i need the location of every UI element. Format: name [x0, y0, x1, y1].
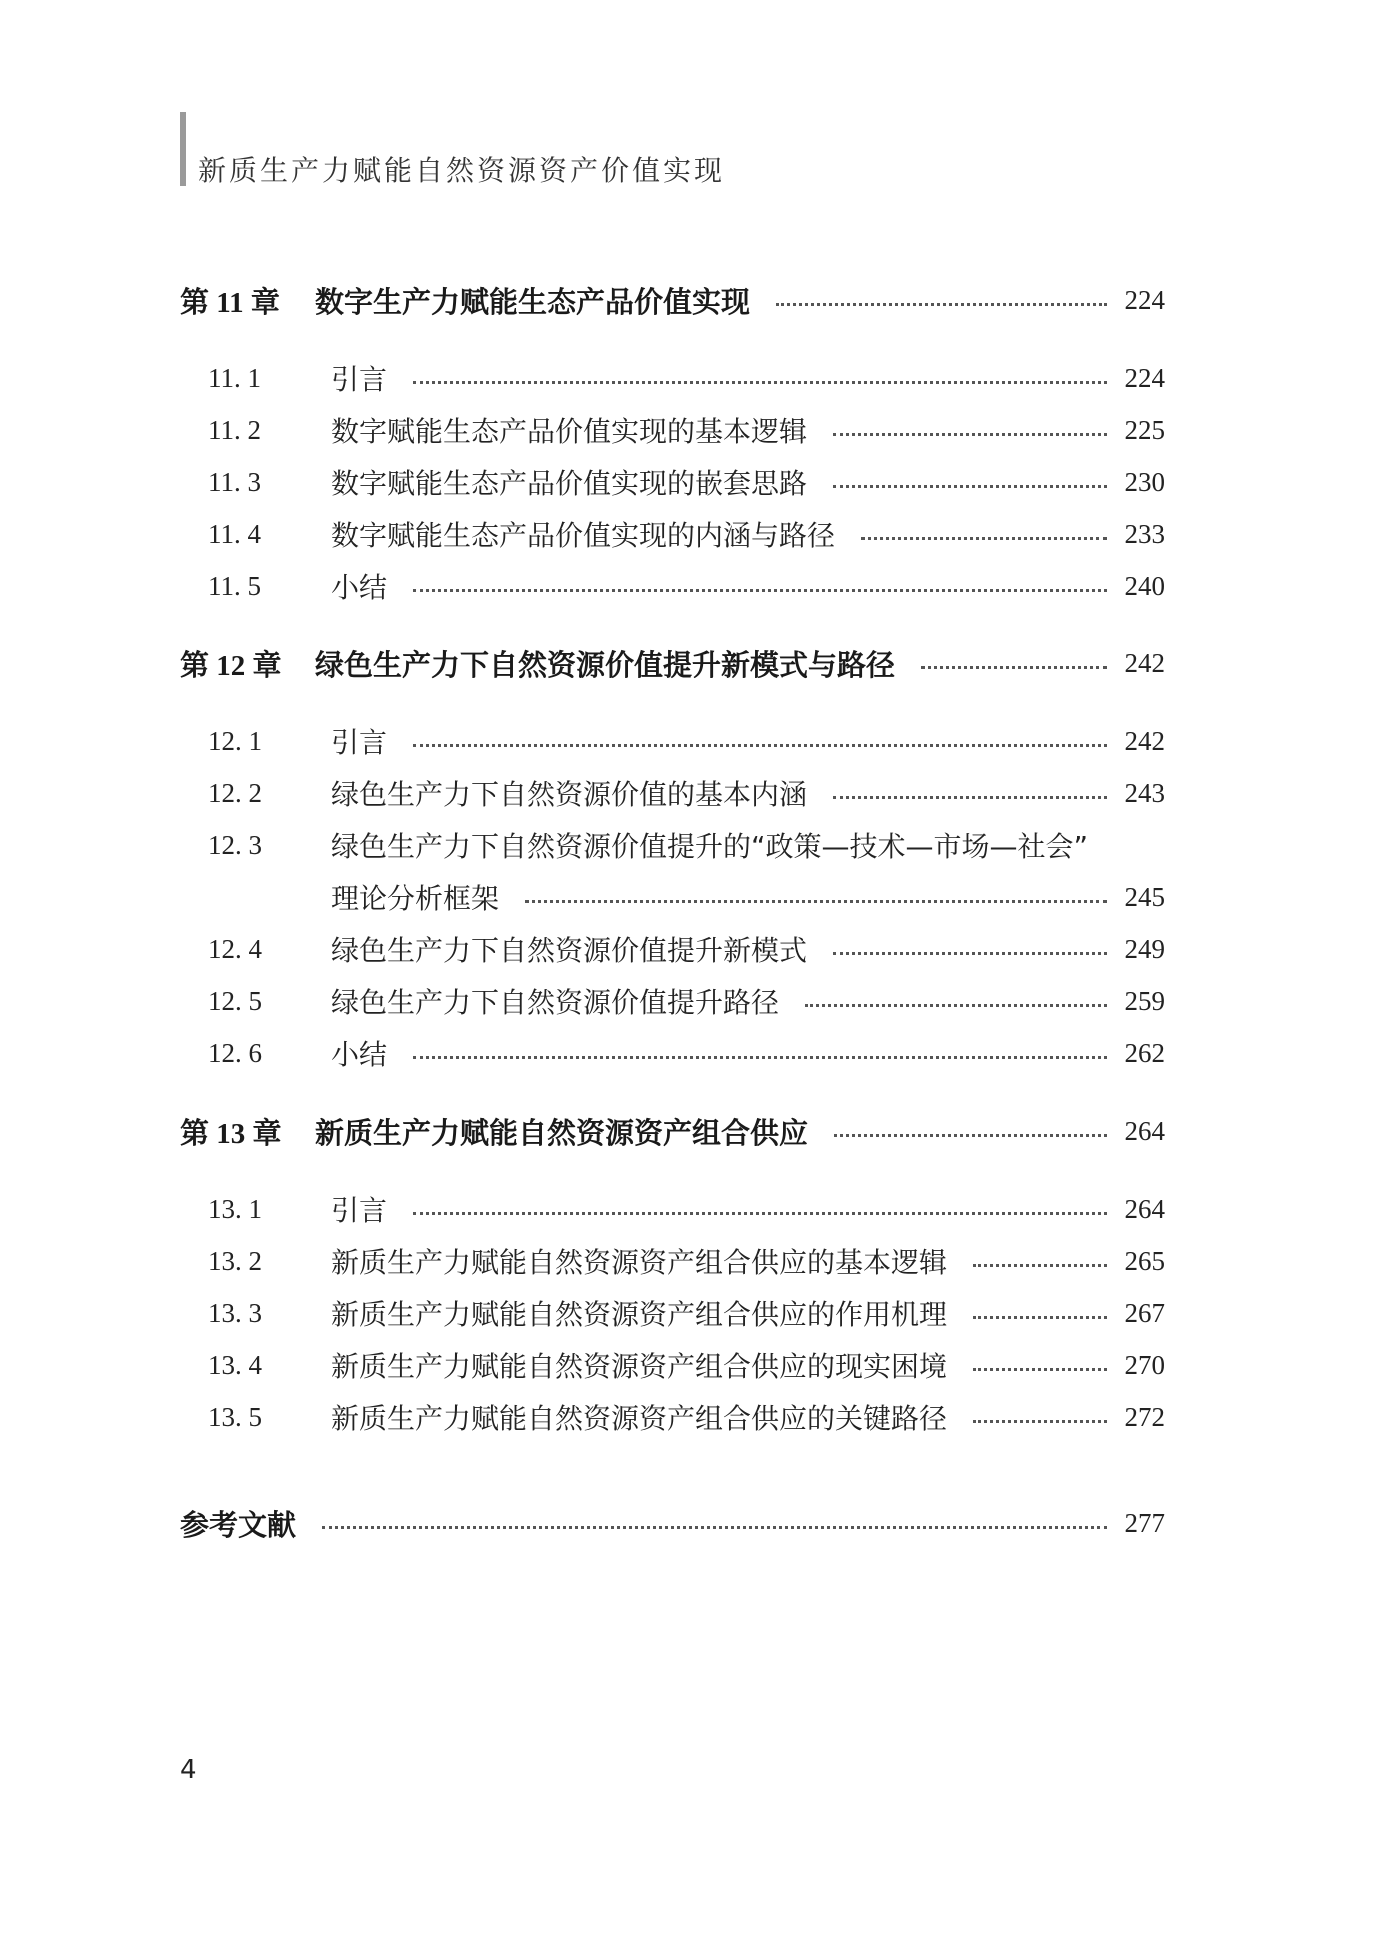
dot-leader — [833, 796, 1107, 799]
toc-section-13-2[interactable] — [180, 1239, 1165, 1283]
page-number: 230 — [1124, 466, 1165, 497]
chapter-number: 第 12 章 — [180, 649, 282, 682]
chapter-title: 绿色生产力下自然资源价值提升新模式与路径 — [315, 647, 896, 682]
dot-leader — [413, 744, 1107, 747]
page-number: 272 — [1124, 1401, 1165, 1432]
dot-leader — [805, 1004, 1107, 1007]
chapter-title: 数字生产力赋能生态产品价值实现 — [315, 284, 751, 319]
chapter-title: 新质生产力赋能自然资源资产组合供应 — [315, 1115, 809, 1150]
toc-section-12-6[interactable] — [180, 1031, 1165, 1075]
toc-section-11-1[interactable] — [180, 356, 1165, 400]
toc-section-13-1[interactable] — [180, 1187, 1165, 1231]
section-number: 12. 1 — [208, 725, 262, 756]
section-number: 11. 5 — [208, 570, 261, 601]
section-title: 小结 — [331, 571, 388, 604]
section-title: 引言 — [331, 726, 388, 759]
dot-leader — [833, 433, 1107, 436]
section-number: 13. 5 — [208, 1401, 262, 1432]
toc-chapter-12[interactable] — [180, 641, 1165, 685]
toc-section-12-4[interactable] — [180, 927, 1165, 971]
dot-leader — [525, 900, 1107, 903]
page-number: 243 — [1124, 777, 1165, 808]
running-head-bar — [180, 112, 186, 186]
section-number: 13. 1 — [208, 1193, 262, 1224]
section-title: 引言 — [331, 363, 388, 396]
page-number: 242 — [1124, 725, 1165, 756]
section-number: 12. 6 — [208, 1037, 262, 1068]
section-title: 绿色生产力下自然资源价值提升路径 — [331, 986, 780, 1019]
page-number: 277 — [1124, 1507, 1165, 1538]
section-number: 13. 3 — [208, 1297, 262, 1328]
toc-section-11-5[interactable] — [180, 564, 1165, 608]
toc-chapter-13[interactable] — [180, 1109, 1165, 1153]
section-title: 数字赋能生态产品价值实现的内涵与路径 — [331, 519, 836, 552]
page-number: 224 — [1124, 362, 1165, 393]
chapter-number: 第 13 章 — [180, 1117, 282, 1150]
page-number: 267 — [1124, 1297, 1165, 1328]
dot-leader — [833, 952, 1107, 955]
dot-leader — [973, 1368, 1107, 1371]
section-title: 新质生产力赋能自然资源资产组合供应的现实困境 — [331, 1350, 948, 1383]
page-number: 270 — [1124, 1349, 1165, 1380]
folio-page-number: 4 — [180, 1755, 197, 1785]
page-number: 245 — [1124, 881, 1165, 912]
page-number: 264 — [1124, 1115, 1165, 1146]
dot-leader — [833, 485, 1107, 488]
page-number: 265 — [1124, 1245, 1165, 1276]
section-number: 11. 4 — [208, 518, 261, 549]
dot-leader — [413, 589, 1107, 592]
dot-leader — [322, 1526, 1107, 1529]
toc-chapter-11[interactable] — [180, 278, 1165, 322]
references-title: 参考文献 — [180, 1507, 297, 1542]
section-title: 绿色生产力下自然资源价值的基本内涵 — [331, 778, 808, 811]
toc-section-12-3[interactable] — [180, 823, 1165, 867]
section-title: 数字赋能生态产品价值实现的基本逻辑 — [331, 415, 808, 448]
section-title: 绿色生产力下自然资源价值提升新模式 — [331, 934, 808, 967]
section-title: 新质生产力赋能自然资源资产组合供应的关键路径 — [331, 1402, 948, 1435]
dot-leader — [861, 537, 1107, 540]
page-number: 225 — [1124, 414, 1165, 445]
section-number: 12. 2 — [208, 777, 262, 808]
toc-section-12-5[interactable] — [180, 979, 1165, 1023]
toc-section-11-3[interactable] — [180, 460, 1165, 504]
section-number: 12. 5 — [208, 985, 262, 1016]
dot-leader — [834, 1134, 1107, 1137]
toc-section-13-3[interactable] — [180, 1291, 1165, 1335]
dot-leader — [973, 1264, 1107, 1267]
section-title: 数字赋能生态产品价值实现的嵌套思路 — [331, 467, 808, 500]
toc-references[interactable] — [180, 1501, 1165, 1545]
section-number: 12. 3 — [208, 829, 262, 860]
dot-leader — [973, 1420, 1107, 1423]
page-number: 233 — [1124, 518, 1165, 549]
toc-section-11-2[interactable] — [180, 408, 1165, 452]
dot-leader — [921, 666, 1107, 669]
section-number: 11. 2 — [208, 414, 261, 445]
section-title: 绿色生产力下自然资源价值提升的“政策—技术—市场—社会” — [331, 830, 1089, 863]
section-title: 小结 — [331, 1038, 388, 1071]
section-title: 新质生产力赋能自然资源资产组合供应的作用机理 — [331, 1298, 948, 1331]
page-number: 242 — [1124, 647, 1165, 678]
dot-leader — [413, 381, 1107, 384]
section-number: 11. 1 — [208, 362, 261, 393]
page-number: 249 — [1124, 933, 1165, 964]
page-number: 224 — [1124, 284, 1165, 315]
toc-section-12-1[interactable] — [180, 719, 1165, 763]
section-title: 引言 — [331, 1194, 388, 1227]
chapter-number: 第 11 章 — [180, 286, 280, 319]
toc-section-13-4[interactable] — [180, 1343, 1165, 1387]
dot-leader — [973, 1316, 1107, 1319]
running-head-title: 新质生产力赋能自然资源资产价值实现 — [198, 154, 726, 187]
section-number: 13. 2 — [208, 1245, 262, 1276]
toc-section-12-3-continued[interactable] — [180, 875, 1165, 919]
section-number: 11. 3 — [208, 466, 261, 497]
dot-leader — [413, 1056, 1107, 1059]
page-number: 264 — [1124, 1193, 1165, 1224]
toc-section-12-2[interactable] — [180, 771, 1165, 815]
section-number: 13. 4 — [208, 1349, 262, 1380]
page-number: 240 — [1124, 570, 1165, 601]
page-number: 262 — [1124, 1037, 1165, 1068]
toc-section-13-5[interactable] — [180, 1395, 1165, 1439]
section-title-continued: 理论分析框架 — [331, 882, 500, 915]
section-number: 12. 4 — [208, 933, 262, 964]
page-number: 259 — [1124, 985, 1165, 1016]
section-title: 新质生产力赋能自然资源资产组合供应的基本逻辑 — [331, 1246, 948, 1279]
dot-leader — [776, 303, 1107, 306]
dot-leader — [413, 1212, 1107, 1215]
toc-section-11-4[interactable] — [180, 512, 1165, 556]
